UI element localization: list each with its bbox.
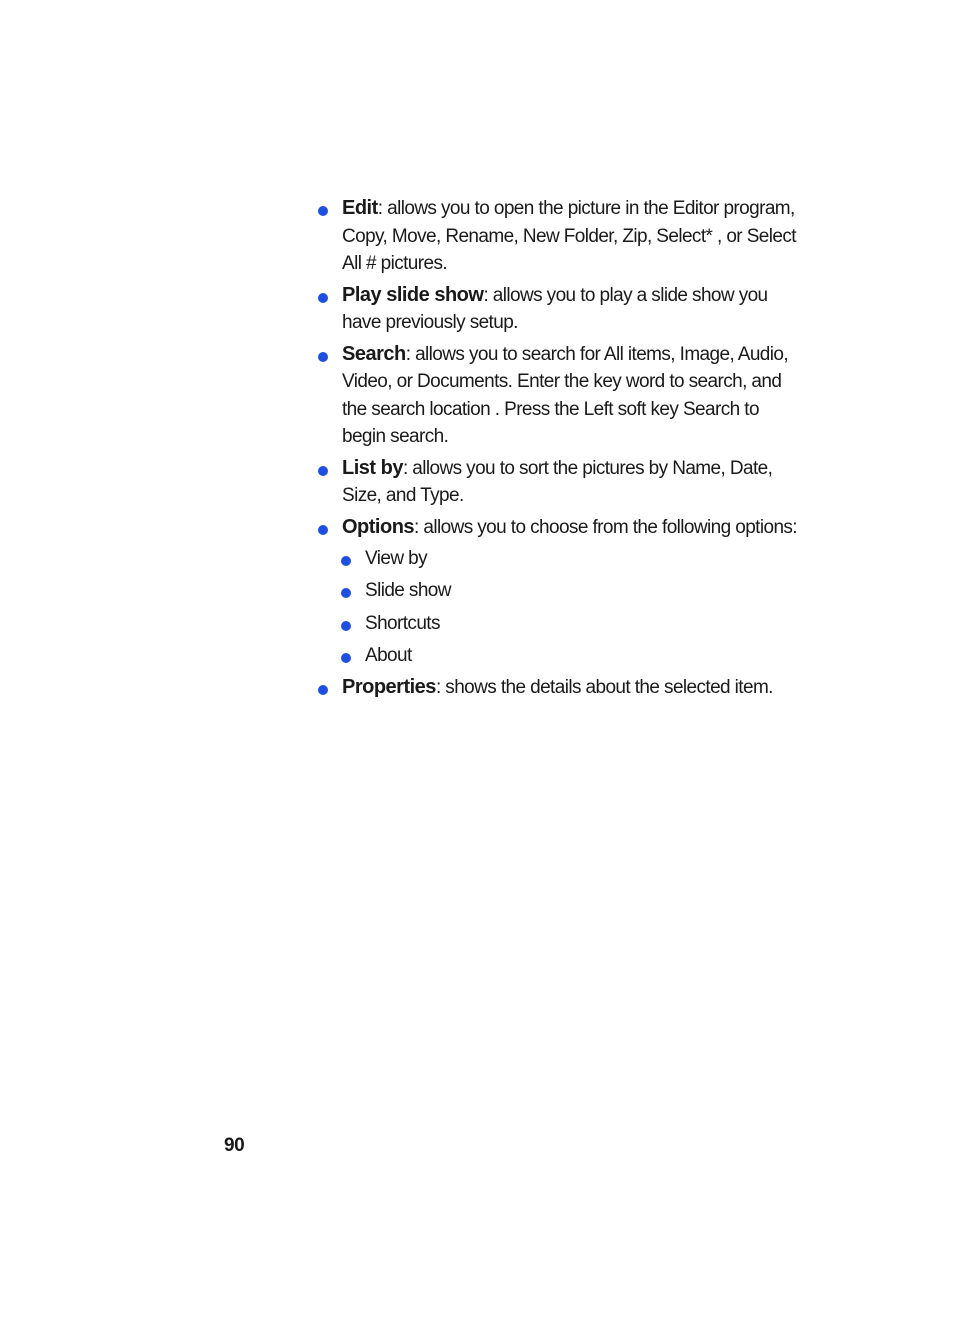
list-item-search: [318, 341, 798, 451]
item-description: : allows you to sort the pictures by Name, Date, Size, and Type.: [342, 457, 773, 506]
sublist-item-label: About: [365, 644, 412, 666]
list-item-properties: [318, 674, 798, 702]
item-description: : allows you to search for All items, Image, Audio, Video, or Documents. Enter the key word to search, and the search location . Press the Left soft key Search to begin search.: [342, 343, 789, 447]
item-term: Search: [342, 342, 406, 365]
options-sublist: [341, 545, 798, 669]
bullet-icon: [341, 556, 351, 566]
item-term: Properties: [342, 676, 436, 699]
item-term: Edit: [342, 197, 378, 219]
item-term: Options: [342, 515, 415, 538]
bullet-icon: [318, 525, 328, 535]
item-description: : allows you to choose from the following options:: [414, 516, 797, 538]
sublist-item-label: View by: [365, 548, 427, 569]
sublist-item-label: Shortcuts: [365, 612, 440, 634]
list-item-edit: [318, 195, 798, 278]
sublist-item-slide-show: [341, 577, 798, 605]
bullet-list: [318, 195, 798, 706]
sublist-item-shortcuts: [341, 610, 798, 638]
item-description: : shows the details about the selected item.: [435, 677, 773, 699]
bullet-icon: [318, 466, 328, 476]
sublist-item-about: [341, 642, 798, 670]
item-term: List by: [342, 456, 403, 479]
bullet-icon: [318, 685, 328, 695]
page-number: 90: [224, 1135, 245, 1156]
bullet-icon: [341, 588, 351, 598]
bullet-icon: [318, 352, 328, 362]
bullet-icon: [318, 206, 328, 216]
list-item-list-by: [318, 455, 798, 510]
sublist-item-view-by: [341, 545, 798, 573]
item-description: : allows you to open the picture in the Editor program, Copy, Move, Rename, New Folder, Zip, Select* , or Select All # pictures.: [342, 198, 796, 274]
item-term: Play slide show: [342, 283, 484, 306]
list-item-play-slide-show: [318, 282, 798, 337]
bullet-icon: [341, 653, 351, 663]
bullet-icon: [341, 621, 351, 631]
sublist-item-label: Slide show: [365, 580, 451, 602]
bullet-icon: [318, 293, 328, 303]
list-item-options: [318, 514, 798, 542]
item-description: : allows you to play a slide show you have previously setup.: [342, 284, 768, 333]
